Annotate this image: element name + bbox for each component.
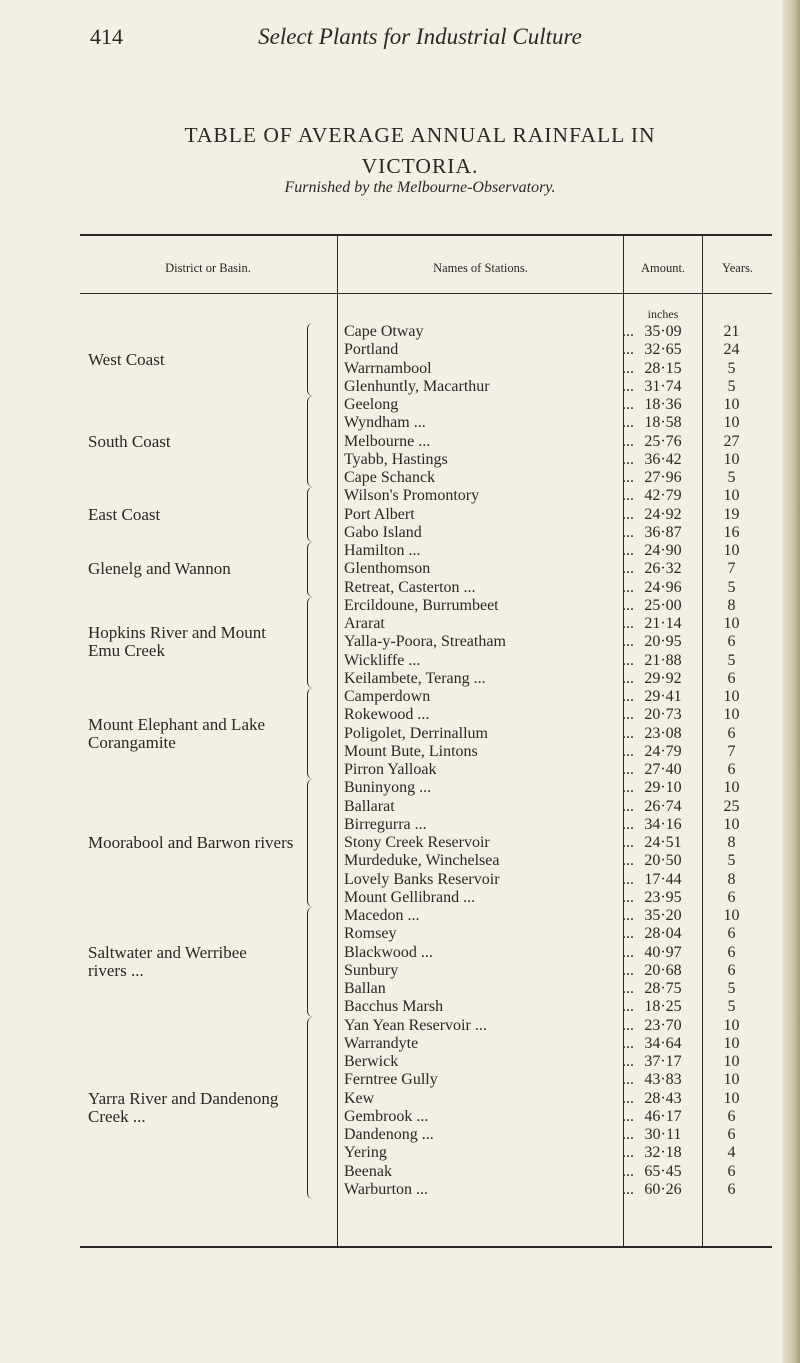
- district-name-line: Corangamite: [88, 732, 176, 752]
- station-name: Gabo Island: [344, 523, 422, 541]
- table-row: Stony Creek Reservoir ... 24·51 8: [344, 834, 764, 851]
- rainfall-amount: 26·32: [644, 560, 682, 578]
- station-name: Ferntree Gully: [344, 1071, 438, 1089]
- rainfall-amount: 65·45: [644, 1162, 682, 1180]
- years-count: 5: [727, 651, 736, 669]
- district-name-line: rivers ...: [88, 960, 144, 980]
- table-row: Wilson's Promontory ... 42·79 10: [344, 487, 764, 504]
- station-name: Tyabb, Hastings: [344, 450, 448, 468]
- rainfall-amount: 28·75: [644, 980, 682, 997]
- district-name: [88, 834, 293, 852]
- station-name: Yering: [344, 1144, 387, 1162]
- district-group: [88, 597, 314, 688]
- table-row: Beenak ... 65·45 6: [344, 1163, 764, 1180]
- rainfall-amount: 26·74: [644, 797, 682, 815]
- table-bottom-rule: [80, 1246, 772, 1248]
- years-count: 10: [723, 815, 740, 833]
- station-name: Wilson's Promontory: [344, 487, 480, 505]
- years-count: 6: [727, 1107, 736, 1125]
- rainfall-amount: 35·20: [644, 907, 682, 924]
- brace: [307, 688, 314, 779]
- years-count: 25: [723, 797, 740, 815]
- years-count: 6: [727, 943, 736, 961]
- district-group: [88, 542, 314, 597]
- rainfall-amount: 29·10: [644, 779, 682, 797]
- years-count: 5: [727, 377, 736, 395]
- rainfall-amount: 24·92: [644, 505, 682, 523]
- station-name: Bacchus Marsh: [344, 998, 444, 1016]
- rainfall-amount: 27·96: [644, 469, 682, 486]
- table-row: Birregurra ... ... 34·16 10: [344, 816, 764, 833]
- years-count: 10: [723, 396, 740, 413]
- rainfall-amount: 18·58: [644, 414, 682, 432]
- rainfall-amount: 23·95: [644, 888, 682, 906]
- brace: [307, 779, 314, 907]
- table-row: Blackwood ... ... 40·97 6: [344, 944, 764, 961]
- years-count: 10: [723, 779, 740, 797]
- station-name: Keilambete, Terang ...: [344, 669, 486, 687]
- rainfall-amount: 32·65: [644, 341, 682, 359]
- rainfall-amount: 46·17: [644, 1107, 682, 1125]
- rainfall-amount: 30·11: [644, 1126, 682, 1143]
- station-name: Birregurra ...: [344, 815, 427, 833]
- years-count: 5: [727, 469, 736, 486]
- table-top-rule: [80, 234, 772, 236]
- table-title: [80, 120, 760, 182]
- years-count: 10: [723, 414, 740, 432]
- table-row: Mount Bute, Lintons ... 24·79 7: [344, 743, 764, 760]
- rainfall-amount: 20·73: [644, 706, 682, 724]
- rainfall-amount: 60·26: [644, 1180, 682, 1198]
- table-row: Dandenong ... ... 30·11 6: [344, 1126, 764, 1143]
- district-group: [88, 779, 314, 907]
- rainfall-amount: 28·04: [644, 925, 682, 943]
- table-subtitle: Furnished by the Melbourne-Observatory.: [284, 179, 556, 196]
- brace: [307, 396, 314, 487]
- page-edge: [782, 0, 800, 1363]
- station-name: Gembrook ...: [344, 1107, 429, 1125]
- years-count: 10: [723, 907, 740, 924]
- years-count: 5: [727, 980, 736, 997]
- rainfall-amount: 21·14: [644, 615, 682, 632]
- years-count: 10: [723, 1089, 740, 1107]
- rainfall-amount: 31·74: [644, 377, 682, 395]
- district-name: [88, 560, 231, 578]
- district-name-line: Glenelg and Wannon: [88, 559, 231, 579]
- district-group: [88, 688, 314, 779]
- years-count: 10: [723, 487, 740, 505]
- years-count: 7: [727, 742, 736, 760]
- table-row: Ballarat ... 26·74 25: [344, 798, 764, 815]
- rainfall-amount: 43·83: [644, 1071, 682, 1089]
- table-row: Macedon ... ... 35·20 10: [344, 907, 764, 924]
- station-name: Warburton ...: [344, 1180, 429, 1198]
- district-name-line: Saltwater and Werribee: [88, 942, 247, 962]
- years-count: 6: [727, 1126, 736, 1143]
- table-row: Gembrook ... ... 46·17 6: [344, 1108, 764, 1125]
- years-count: 6: [727, 633, 736, 651]
- station-name: Buninyong ...: [344, 779, 432, 797]
- years-count: 6: [727, 925, 736, 943]
- station-name: Blackwood ...: [344, 943, 433, 961]
- rainfall-amount: 29·41: [644, 688, 682, 705]
- brace: [307, 907, 314, 1017]
- rainfall-amount: 34·64: [644, 1034, 682, 1052]
- station-name: Yan Yean Reservoir ...: [344, 1016, 487, 1034]
- years-count: 5: [727, 852, 736, 870]
- table-title-line-1: TABLE OF AVERAGE ANNUAL RAINFALL IN: [184, 123, 656, 147]
- station-name: Cape Schanck: [344, 469, 436, 486]
- table-row: Yalla-y-Poora, Streatham ... 20·95 6: [344, 633, 764, 650]
- table-row: Rokewood ... ... 20·73 10: [344, 706, 764, 723]
- brace: [307, 1017, 314, 1200]
- header-amount: Amount.: [640, 261, 686, 275]
- district-name: [88, 716, 265, 752]
- district-name-line: Mount Elephant and Lake: [88, 714, 266, 734]
- district-name-line: Emu Creek: [88, 641, 165, 661]
- table-title-line-2: VICTORIA.: [361, 154, 479, 178]
- rainfall-amount: 23·70: [644, 1016, 682, 1034]
- years-count: 24: [723, 341, 740, 359]
- table-row: Wyndham ... ... 18·58 10: [344, 414, 764, 431]
- station-name: Melbourne ...: [344, 432, 431, 450]
- brace: [307, 542, 314, 597]
- district-name: [88, 944, 247, 980]
- station-name: Portland: [344, 341, 399, 359]
- years-count: 10: [723, 1034, 740, 1052]
- table-row: Tyabb, Hastings ... 36·42 10: [344, 451, 764, 468]
- years-count: 10: [723, 450, 740, 468]
- years-count: 6: [727, 961, 736, 979]
- years-count: 10: [723, 688, 740, 705]
- district-name: [88, 1090, 278, 1126]
- station-name: Camperdown: [344, 688, 431, 705]
- rainfall-amount: 20·50: [644, 852, 682, 870]
- rainfall-amount: 25·00: [644, 596, 682, 614]
- running-head: [90, 24, 750, 54]
- years-count: 10: [723, 1053, 740, 1070]
- header-district: District or Basin.: [165, 261, 251, 275]
- column-divider: [337, 235, 338, 1246]
- rainfall-amount: 34·16: [644, 815, 682, 833]
- header-stations: Names of Stations.: [433, 261, 528, 275]
- table-row: Murdeduke, Winchelsea ... 20·50 5: [344, 852, 764, 869]
- rainfall-amount: 23·08: [644, 724, 682, 742]
- years-count: 10: [723, 615, 740, 632]
- rainfall-amount: 24·79: [644, 742, 682, 760]
- rainfall-amount: 17·44: [644, 870, 682, 888]
- station-name: Ballarat: [344, 797, 395, 815]
- table-row: Warrnambool ... 28·15 5: [344, 360, 764, 377]
- page-number: 414: [90, 24, 123, 49]
- station-name: Mount Bute, Lintons: [344, 742, 478, 760]
- rainfall-amount: 40·97: [644, 943, 682, 961]
- rainfall-amount: 20·95: [644, 633, 682, 651]
- years-count: 6: [727, 1162, 736, 1180]
- table-row: Poligolet, Derrinallum ... 23·08 6: [344, 725, 764, 742]
- table-row: Romsey ... 28·04 6: [344, 925, 764, 942]
- table-row: Warrandyte ... 34·64 10: [344, 1035, 764, 1052]
- table-row: Sunbury ... 20·68 6: [344, 962, 764, 979]
- table-row: Ballan ... 28·75 5: [344, 980, 764, 997]
- district-group: [88, 907, 314, 1017]
- table-row: Cape Otway ... 35·09 21: [344, 323, 764, 340]
- station-name: Wyndham ...: [344, 414, 426, 432]
- rainfall-amount: 42·79: [644, 487, 682, 505]
- station-name: Warrandyte: [344, 1034, 419, 1052]
- years-count: 19: [723, 505, 740, 523]
- years-count: 5: [727, 998, 736, 1016]
- station-name: Rokewood ...: [344, 706, 430, 724]
- running-title: Select Plants for Industrial Culture: [258, 24, 582, 49]
- years-count: 27: [723, 432, 740, 450]
- years-count: 6: [727, 724, 736, 742]
- station-name: Pirron Yalloak: [344, 761, 437, 778]
- table-row: Ferntree Gully ... 43·83 10: [344, 1071, 764, 1088]
- years-count: 21: [723, 323, 740, 340]
- rainfall-amount: 28·15: [644, 359, 682, 377]
- years-count: 6: [727, 888, 736, 906]
- years-count: 8: [727, 870, 736, 888]
- district-group: [88, 396, 314, 487]
- years-count: 10: [723, 1016, 740, 1034]
- district-name: [88, 433, 171, 451]
- district-name-line: Hopkins River and Mount: [88, 623, 267, 643]
- station-name: Lovely Banks Reservoir: [344, 870, 500, 888]
- years-count: 7: [727, 560, 736, 578]
- table-row: Yering ... 32·18 4: [344, 1144, 764, 1161]
- table-row: Gabo Island ... 36·87 16: [344, 524, 764, 541]
- rainfall-amount: 36·42: [644, 450, 682, 468]
- years-count: 5: [727, 359, 736, 377]
- rainfall-amount: 37·17: [644, 1053, 682, 1070]
- rainfall-amount: 29·92: [644, 669, 682, 687]
- table-row: Warburton ... ... 60·26 6: [344, 1181, 764, 1198]
- rainfall-amount: 18·36: [644, 396, 682, 413]
- district-name-line: West Coast: [88, 349, 165, 369]
- rainfall-amount: 32·18: [644, 1144, 682, 1162]
- table-row: Melbourne ... ... 25·76 27: [344, 433, 764, 450]
- table-row: Ercildoune, Burrumbeet ... 25·00 8: [344, 597, 764, 614]
- station-name: Stony Creek Reservoir: [344, 834, 490, 851]
- station-name: Mount Gellibrand ...: [344, 888, 476, 906]
- station-name: Macedon ...: [344, 907, 420, 924]
- station-name: Glenhuntly, Macarthur: [344, 377, 490, 395]
- years-count: 8: [727, 596, 736, 614]
- table-row: Glenhuntly, Macarthur ... 31·74 5: [344, 378, 764, 395]
- table-row: Ararat ... 21·14 10: [344, 615, 764, 632]
- district-name-line: East Coast: [88, 504, 161, 524]
- years-count: 10: [723, 1071, 740, 1089]
- years-count: 10: [723, 542, 740, 559]
- station-name: Kew: [344, 1089, 375, 1107]
- table-row: Cape Schanck ... 27·96 5: [344, 469, 764, 486]
- rainfall-amount: 28·43: [644, 1089, 682, 1107]
- station-name: Berwick: [344, 1053, 399, 1070]
- table-row: Yan Yean Reservoir ... ... 23·70 10: [344, 1017, 764, 1034]
- table-row: Mount Gellibrand ... ... 23·95 6: [344, 889, 764, 906]
- station-name: Poligolet, Derrinallum: [344, 724, 488, 742]
- rainfall-amount: 25·76: [644, 432, 682, 450]
- rainfall-amount: 35·09: [644, 323, 682, 340]
- years-count: 10: [723, 706, 740, 724]
- table-row: Hamilton ... ... 24·90 10: [344, 542, 764, 559]
- district-name-line: Creek ...: [88, 1106, 146, 1126]
- station-name: Ercildoune, Burrumbeet: [344, 596, 499, 614]
- rainfall-amount: 24·51: [644, 834, 682, 851]
- district-name: [88, 351, 165, 369]
- station-name: Warrnambool: [344, 359, 432, 377]
- table-row: Glenthomson ... 26·32 7: [344, 560, 764, 577]
- years-count: 4: [727, 1144, 736, 1162]
- station-name: Sunbury: [344, 961, 399, 979]
- table-row: Kew ... 28·43 10: [344, 1090, 764, 1107]
- table-row: Retreat, Casterton ... ... 24·96 5: [344, 579, 764, 596]
- table-row: Bacchus Marsh ... 18·25 5: [344, 998, 764, 1015]
- rainfall-amount: 24·96: [644, 578, 682, 596]
- district-name: [88, 624, 266, 660]
- header-rule: [80, 293, 772, 294]
- station-name: Dandenong ...: [344, 1126, 434, 1143]
- station-name: Murdeduke, Winchelsea: [344, 852, 500, 870]
- station-name: Ballan: [344, 980, 386, 997]
- station-name: Retreat, Casterton ...: [344, 578, 476, 596]
- years-count: 6: [727, 669, 736, 687]
- table-row: Wickliffe ... ... 21·88 5: [344, 652, 764, 669]
- brace: [307, 487, 314, 542]
- table-row: Geelong ... 18·36 10: [344, 396, 764, 413]
- table-row: Portland ... 32·65 24: [344, 341, 764, 358]
- district-group: [88, 487, 314, 542]
- station-name: Ararat: [344, 615, 385, 632]
- station-name: Beenak: [344, 1162, 392, 1180]
- district-name: [88, 506, 160, 524]
- station-name: Wickliffe ...: [344, 651, 421, 669]
- brace: [307, 323, 314, 396]
- table-row: Buninyong ... ... 29·10 10: [344, 779, 764, 796]
- district-name-line: Moorabool and Barwon rivers: [88, 833, 294, 853]
- station-name: Glenthomson: [344, 560, 431, 578]
- header-years: Years.: [721, 261, 754, 275]
- table-row: Lovely Banks Reservoir ... 17·44 8: [344, 871, 764, 888]
- district-group: [88, 1017, 314, 1200]
- units-label: inches: [647, 307, 679, 321]
- years-count: 6: [727, 761, 736, 778]
- years-count: 6: [727, 1180, 736, 1198]
- table-row: Berwick ... 37·17 10: [344, 1053, 764, 1070]
- rainfall-amount: 36·87: [644, 523, 682, 541]
- years-count: 8: [727, 834, 736, 851]
- district-name-line: Yarra River and Dandenong: [88, 1088, 279, 1108]
- station-name: Cape Otway: [344, 323, 424, 340]
- brace: [307, 597, 314, 688]
- station-name: Hamilton ...: [344, 542, 421, 559]
- table-row: Camperdown ... 29·41 10: [344, 688, 764, 705]
- years-count: 5: [727, 578, 736, 596]
- station-name: Port Albert: [344, 505, 415, 523]
- table-row: Port Albert ... 24·92 19: [344, 506, 764, 523]
- years-count: 16: [723, 523, 740, 541]
- station-name: Romsey: [344, 925, 397, 943]
- station-name: Yalla-y-Poora, Streatham: [344, 633, 506, 651]
- district-name-line: South Coast: [88, 431, 171, 451]
- district-group: [88, 323, 314, 396]
- rainfall-amount: 21·88: [644, 651, 682, 669]
- rainfall-amount: 27·40: [644, 761, 682, 778]
- table-row: Pirron Yalloak ... 27·40 6: [344, 761, 764, 778]
- rainfall-amount: 24·90: [644, 542, 682, 559]
- rainfall-amount: 20·68: [644, 961, 682, 979]
- rainfall-amount: 18·25: [644, 998, 682, 1016]
- table-row: Keilambete, Terang ... ... 29·92 6: [344, 670, 764, 687]
- station-name: Geelong: [344, 396, 399, 413]
